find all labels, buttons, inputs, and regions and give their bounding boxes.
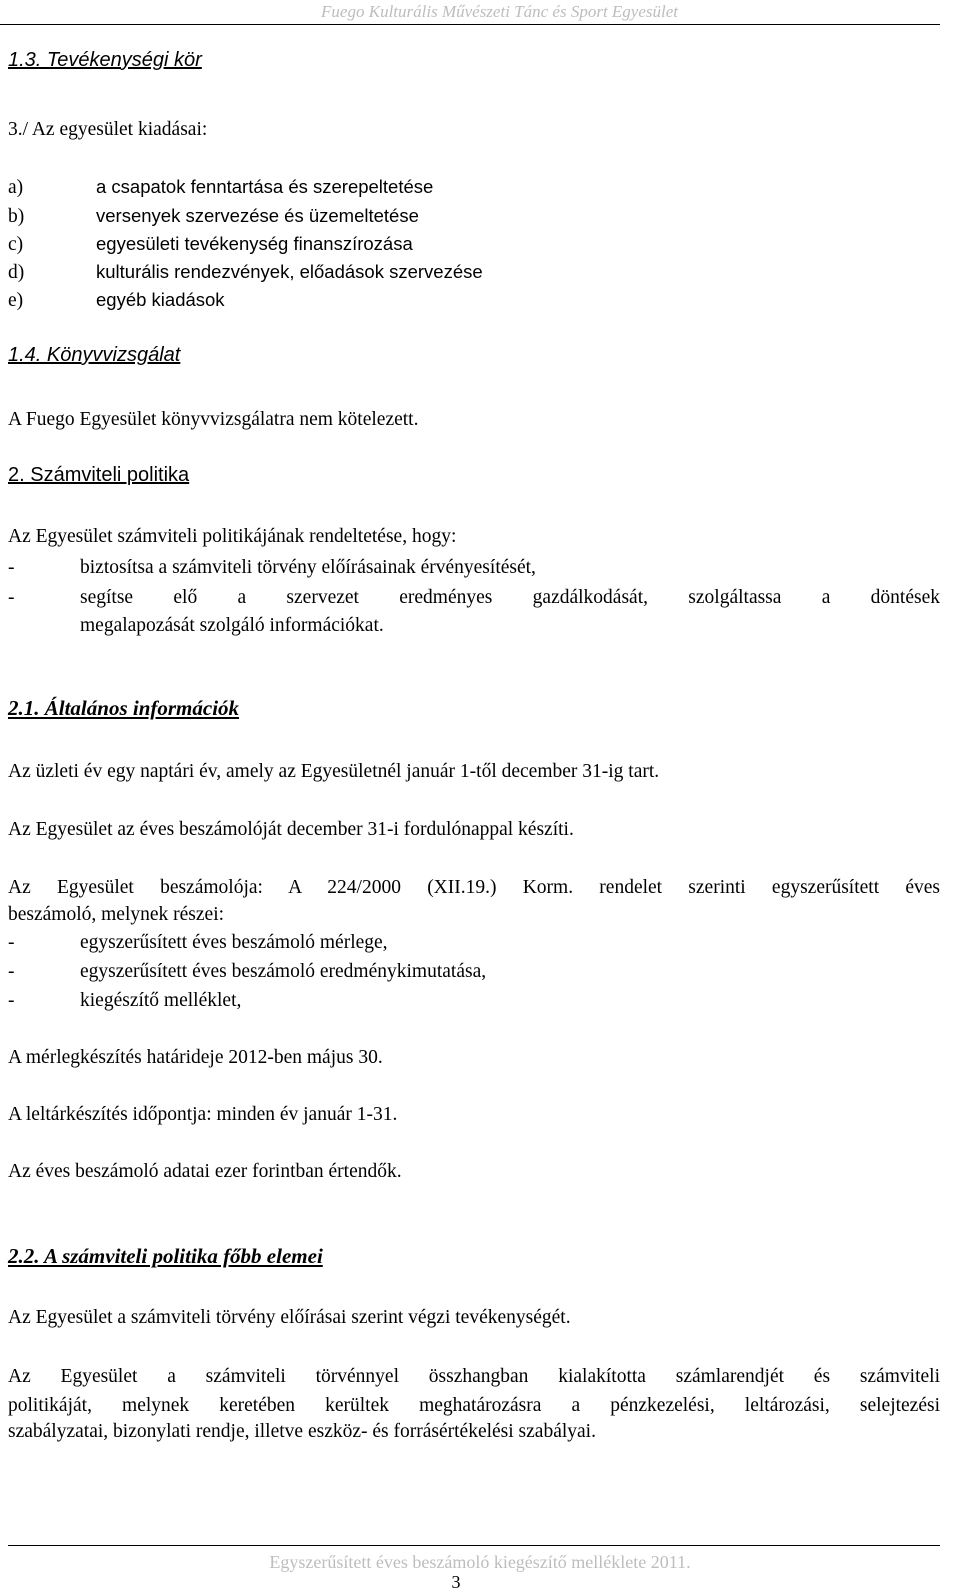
policy-intro: Az Egyesület számviteli politikájának rendeltetése, hogy: (8, 526, 457, 547)
paragraph: beszámoló, melynek részei: (8, 904, 225, 925)
paragraph: Az üzleti év egy naptári év, amely az Egyesületnél január 1-től december 31-ig tart. (8, 761, 660, 782)
list-item (8, 204, 419, 229)
list-item (8, 586, 940, 610)
list-item-text: versenyek szervezése és üzemeltetése (96, 205, 419, 226)
bullet-text: segítse elő a szervezet eredményes gazdálkodását, szolgáltassa a döntések (80, 587, 940, 608)
bullet-marker: - (8, 587, 15, 608)
heading-1-3: 1.3. Tevékenységi kör (8, 49, 202, 71)
list-item-label: c) (8, 234, 24, 255)
heading-2-2: 2.2. A számviteli politika főbb elemei (8, 1244, 323, 1268)
list-item (8, 989, 241, 1013)
list-item (8, 232, 413, 257)
header-divider (0, 24, 940, 25)
bullet-text: biztosítsa a számviteli törvény előírásainak érvényesítését, (80, 557, 536, 578)
bullet-text: kiegészítő melléklet, (80, 990, 242, 1011)
list-item-text: egyéb kiadások (96, 289, 225, 310)
expenses-intro: 3./ Az egyesület kiadásai: (8, 119, 208, 140)
paragraph: A leltárkészítés időpontja: minden év január 1-31. (8, 1104, 398, 1125)
bullet-marker: - (8, 557, 15, 578)
paragraph: szabályzatai, bizonylati rendje, illetve eszköz- és forrásértékelési szabályai. (8, 1421, 596, 1442)
list-item (8, 288, 225, 313)
list-item-label: b) (8, 206, 25, 227)
footer-divider (8, 1545, 940, 1546)
bullet-text: egyszerűsített éves beszámoló mérlege, (80, 932, 388, 953)
header-title: Fuego Kulturális Művészeti Tánc és Sport Egyesület (321, 2, 678, 21)
list-item (8, 960, 486, 984)
bullet-text: egyszerűsített éves beszámoló eredménykimutatása, (80, 961, 487, 982)
list-item (8, 260, 483, 285)
paragraph: Az Egyesület a számviteli törvénnyel összhangban kialakította számlarendjét és számviteli (8, 1366, 940, 1387)
bullet-marker: - (8, 961, 15, 982)
bullet-marker: - (8, 990, 15, 1011)
heading-1-4: 1.4. Könyvvizsgálat (8, 344, 181, 366)
paragraph: Az Egyesület a számviteli törvény előírásai szerint végzi tevékenységét. (8, 1307, 571, 1328)
bullet-continuation: megalapozását szolgáló információkat. (80, 615, 384, 636)
paragraph: Az Egyesület az éves beszámolóját december 31-i fordulónappal készíti. (8, 819, 574, 840)
page-number: 3 (451, 1572, 461, 1592)
footer-title: Egyszerűsített éves beszámoló kiegészítő melléklete 2011. (269, 1552, 691, 1572)
heading-2-1: 2.1. Általános információk (8, 696, 240, 720)
paragraph: A mérlegkészítés határideje 2012-ben május 30. (8, 1047, 383, 1068)
paragraph: politikáját, melynek keretében kerültek meghatározásra a pénzkezelési, leltározási, selejtezési (8, 1395, 940, 1416)
list-item-label: d) (8, 262, 25, 283)
bullet-marker: - (8, 932, 15, 953)
list-item-label: a) (8, 177, 24, 198)
list-item-text: a csapatok fenntartása és szerepeltetése (96, 176, 434, 197)
paragraph: Az éves beszámoló adatai ezer forintban értendők. (8, 1161, 402, 1182)
list-item (8, 556, 536, 580)
list-item-label: e) (8, 290, 24, 311)
list-item-text: egyesületi tevékenység finanszírozása (96, 233, 413, 254)
heading-2: 2. Számviteli politika (8, 464, 190, 486)
list-item (8, 931, 388, 955)
paragraph: Az Egyesület beszámolója: A 224/2000 (XII.19.) Korm. rendelet szerinti egyszerűsített éves (8, 877, 940, 898)
audit-text: A Fuego Egyesület könyvvizsgálatra nem kötelezett. (8, 409, 419, 430)
list-item-text: kulturális rendezvények, előadások szervezése (96, 261, 483, 282)
list-item (8, 175, 433, 200)
